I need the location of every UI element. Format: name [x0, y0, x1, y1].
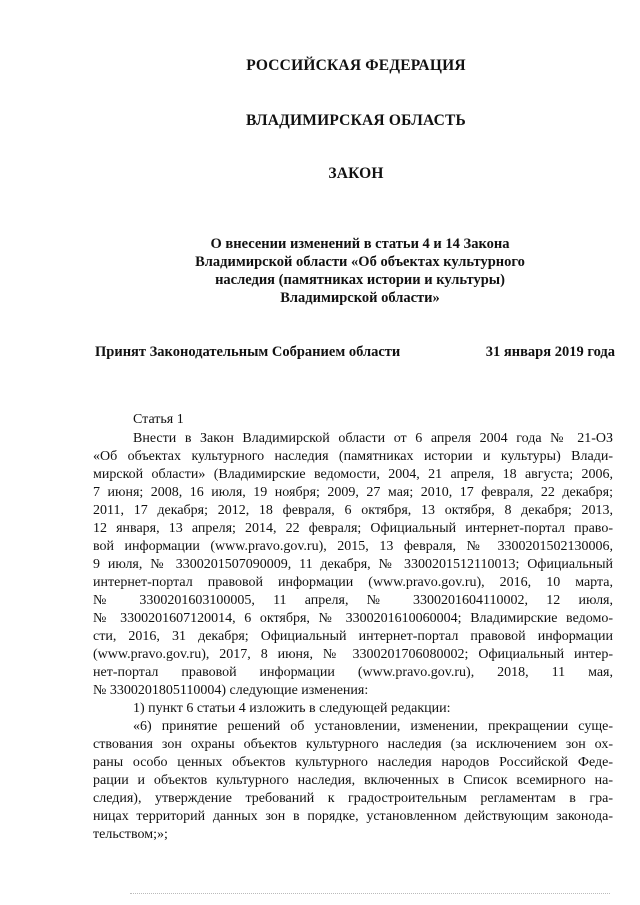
text-line: вой информации (www.pravo.gov.ru), 2015, 13 февраля, № 3300201502130006, [93, 539, 613, 554]
text-line: «6) принятие решений об установлении, изменении, прекращении суще- [133, 719, 613, 734]
text-line: следия), утверждение требований к градостроительным регламентам в гра- [93, 791, 613, 806]
text-line: интернет-портал правовой информации (www.pravo.gov.ru), 2016, 10 марта, [93, 575, 613, 590]
text-line: сти, 2016, 31 декабря; Официальный интернет-портал правовой информации [93, 629, 613, 644]
text-line: ницах территорий данных зон в порядке, установленном действующим законода- [93, 809, 613, 824]
region-heading: ВЛАДИМИРСКАЯ ОБЛАСТЬ [246, 112, 466, 129]
text-line: № 3300201603100005, 11 апреля, № 3300201604110002, 12 июля, [93, 593, 613, 608]
document-body [93, 411, 613, 844]
text-line: рации и объектов культурного наследия, включенных в Список всемирного на- [93, 773, 613, 788]
item-1-paragraph [93, 700, 613, 718]
page-bottom-edge [130, 893, 610, 895]
text-line: 2011, 17 декабря; 2012, 18 февраля, 6 октября, 13 октября, 8 декабря; 2013, [93, 503, 613, 518]
text-line: Внести в Закон Владимирской области от 6 апреля 2004 года № 21-ОЗ [133, 431, 613, 446]
law-title [150, 235, 570, 307]
adoption-date: 31 января 2019 года [485, 344, 615, 360]
title-line: Владимирской области «Об объектах культурного [195, 254, 525, 270]
text-line: (www.pravo.gov.ru), 2017, 8 июня, № 3300201706080002; Официальный интер- [93, 647, 613, 662]
text-line: тельством;»; [93, 827, 168, 842]
country-heading: РОССИЙСКАЯ ФЕДЕРАЦИЯ [246, 57, 466, 74]
quoted-amendment-paragraph [93, 718, 613, 844]
text-line: 12 января, 13 апреля; 2014, 22 февраля; Официальный интернет-портал право- [93, 521, 613, 536]
title-line: О внесении изменений в статьи 4 и 14 Закона [210, 236, 510, 252]
text-line: № 3300201607120014, 6 октября, № 3300201610060004; Владимирские ведомо- [93, 611, 613, 626]
adopted-by: Принят Законодательным Собранием области [95, 344, 401, 360]
text-line: 9 июля, № 3300201507090009, 11 декабря, № 3300201512110013; Официальный [93, 557, 613, 572]
text-line: 7 июня; 2008, 16 июля, 19 ноября; 2009, 27 мая; 2010, 17 февраля, 22 декабря; [93, 485, 613, 500]
text-line: раны особо ценных объектов культурного наследия народов Российской Феде- [93, 755, 613, 770]
text-line: нет-портал правовой информации (www.pravo.gov.ru), 2018, 11 мая, [93, 665, 613, 680]
text-line: № 3300201805110004) следующие изменения: [93, 683, 369, 698]
text-line: «Об объектах культурного наследия (памятниках истории и культуры) Влади- [93, 449, 613, 464]
text-line: 1) пункт 6 статьи 4 изложить в следующей редакции: [133, 701, 451, 716]
article-heading: Статья 1 [133, 412, 184, 427]
text-line: мирской области» (Владимирские ведомости, 2004, 21 апреля, 18 августа; 2006, [93, 467, 613, 482]
title-line: наследия (памятниках истории и культуры) [215, 272, 505, 288]
title-line: Владимирской области» [280, 290, 440, 306]
article-intro-paragraph [93, 430, 613, 700]
document-type-heading: ЗАКОН [328, 165, 384, 182]
text-line: ствования зон охраны объектов культурного наследия (за исключением зон ох- [93, 737, 613, 752]
